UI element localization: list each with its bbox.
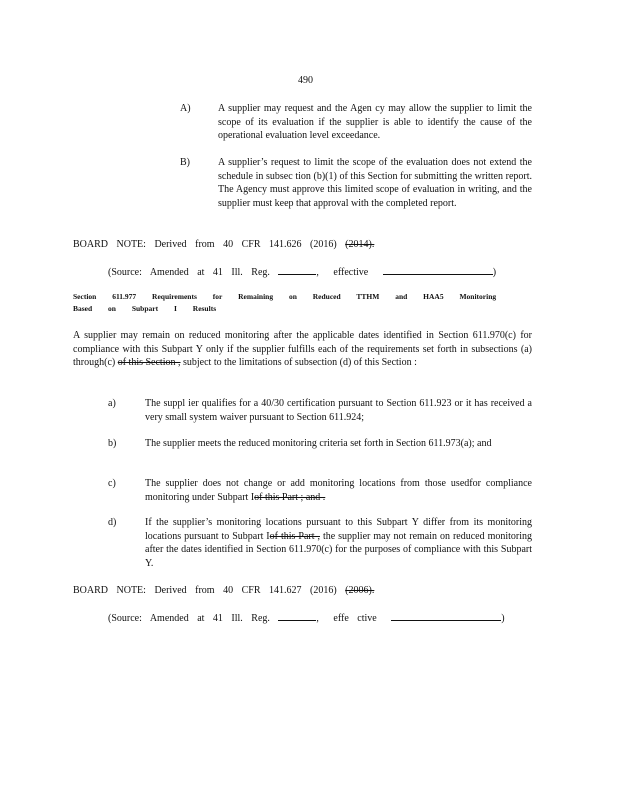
intro-struck: of this Section , [117, 357, 181, 368]
source-note-1 [108, 264, 496, 280]
source-1-effective: effective [333, 267, 369, 278]
item-text-c [145, 477, 532, 504]
section-heading-line2: Based on Subpart I Results [73, 304, 217, 313]
item-text-a: The suppl ier qualifies for a 40/30 certification pursuant to Section 611.923 or it has received a very small system waiver pursuant to Section 611.924; [145, 398, 532, 423]
subitem-text-b: A supplier’s request to limit the scope of the evaluation does not extend the schedule in subsec tion (b)(1) of this Section for submitting the written report. The Agency must approve this limited scope of evaluation in writing, and the supplier must keep that approval with the completed report. [218, 157, 532, 209]
board-note-1-text: BOARD NOTE: Derived from 40 CFR 141.626 (2016) [73, 239, 346, 250]
item-c-text: The supplier does not change or add monitoring locations from those usedfor compliance monitoring under Subpart I [145, 478, 532, 503]
section-heading-line1: Section 611.977 Requirements for Remaining on Reduced TTHM and HAA5 Monitoring [73, 292, 497, 301]
item-text-b: The supplier meets the reduced monitoring criteria set forth in Section 611.973(a); and [145, 438, 492, 449]
item-label-d: d) [108, 517, 117, 528]
board-note-1-struck: (2014). [345, 239, 375, 250]
item-c-struck: of this Part ; and . [254, 491, 326, 503]
item-label-a: a) [108, 398, 116, 409]
item-label-b: b) [108, 438, 117, 449]
item-d-text-before: If the supplier’s monitoring locations pursuant to this Subpart Y differ from its monitoring locations pursuant to Subpart I [145, 517, 532, 542]
item-label-c: c) [108, 478, 116, 489]
source-1-after: ) [492, 267, 497, 278]
intro-text-2: subject to the limitations of subsection (d) of this Section : [180, 357, 417, 368]
subitem-label-a: A) [180, 103, 191, 114]
item-d-struck: of this Part , [269, 530, 320, 542]
board-note-2-struck: (2006). [345, 585, 375, 596]
source-note-2 [108, 610, 505, 626]
subitem-label-b: B) [180, 157, 190, 168]
source-1-reg-blank [278, 264, 316, 275]
source-2-after: ) [501, 613, 505, 624]
item-text-d [145, 516, 532, 570]
board-note-2 [73, 584, 374, 598]
board-note-1 [73, 238, 374, 252]
intro-paragraph [73, 329, 532, 370]
board-note-2-text: BOARD NOTE: Derived from 40 CFR 141.627 (2016) [73, 585, 346, 596]
source-2-date-blank [391, 610, 501, 621]
source-2-reg-blank [278, 610, 316, 621]
intro-text-1: A supplier may remain on reduced monitoring after the applicable dates identified in Section 611.970(c) for compliance with this Subpart Y only if the supplier fulfills each of the requirements set forth in subsections (a) through(c) [73, 330, 532, 368]
source-1-before: (Source: Amended at 41 Ill. Reg. [108, 267, 270, 278]
subitem-text-a: A supplier may request and the Agen cy may allow the supplier to limit the scope of its evaluation if the supplier is able to identify the cause of the operational evaluation level exceedance. [218, 103, 532, 141]
source-2-comma: , [316, 613, 319, 624]
source-2-effective: effe ctive [333, 613, 377, 624]
page-number: 490 [298, 75, 313, 86]
item-d-text-after: the supplier may not remain on reduced monitoring after the dates identified in Section 611.970(c) for the purposes of compliance with this Subpart Y. [145, 530, 533, 569]
source-1-date-blank [383, 264, 493, 275]
source-2-before: (Source: Amended at 41 Ill. Reg. [108, 613, 270, 624]
source-1-comma: , [316, 267, 319, 278]
